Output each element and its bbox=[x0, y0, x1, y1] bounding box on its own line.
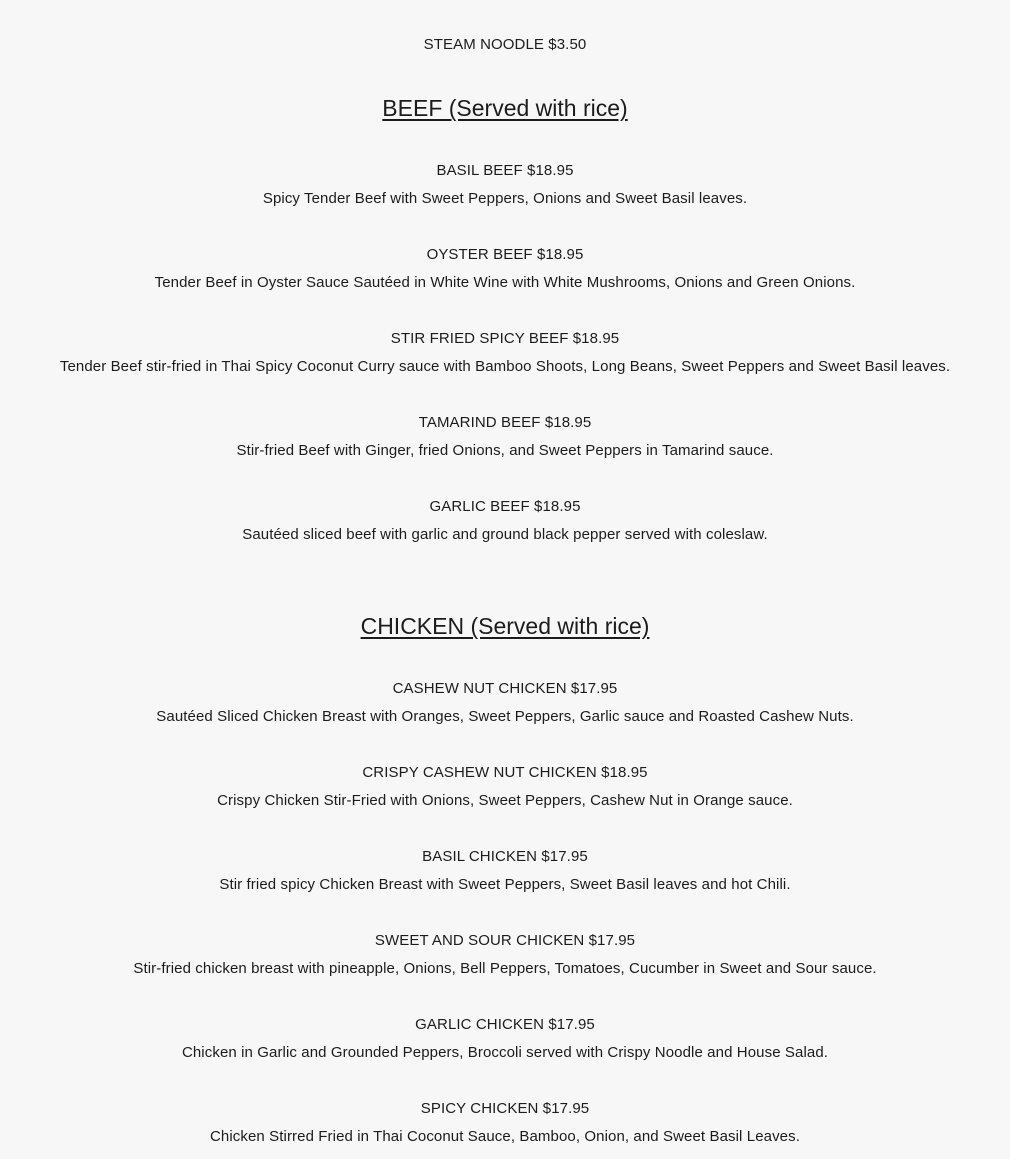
menu-item-description: Sautéed Sliced Chicken Breast with Oranges, Sweet Peppers, Garlic sauce and Roasted Cashew Nuts. bbox=[156, 708, 854, 725]
menu-item-name: GARLIC BEEF $18.95 bbox=[429, 498, 581, 515]
menu-item-name: TAMARIND BEEF $18.95 bbox=[418, 414, 592, 431]
section-heading-chicken bbox=[0, 611, 1010, 641]
menu-item-description: Spicy Tender Beef with Sweet Peppers, Onions and Sweet Basil leaves. bbox=[262, 190, 748, 207]
menu-item-name: BASIL BEEF $18.95 bbox=[436, 162, 574, 179]
menu-item-description: Stir fried spicy Chicken Breast with Sweet Peppers, Sweet Basil leaves and hot Chili. bbox=[219, 876, 791, 893]
menu-item-name: STEAM NOODLE $3.50 bbox=[423, 36, 587, 53]
menu-item-description: Sautéed sliced beef with garlic and ground black pepper served with coleslaw. bbox=[242, 526, 768, 543]
menu-item-name: GARLIC CHICKEN $17.95 bbox=[415, 1016, 595, 1033]
menu-item-description: Chicken in Garlic and Grounded Peppers, Broccoli served with Crispy Noodle and House Salad. bbox=[181, 1044, 829, 1061]
menu-item-name: SWEET AND SOUR CHICKEN $17.95 bbox=[374, 932, 636, 949]
menu-item-description: Stir-fried Beef with Ginger, fried Onions, and Sweet Peppers in Tamarind sauce. bbox=[236, 442, 774, 459]
menu-item-name: STIR FRIED SPICY BEEF $18.95 bbox=[390, 330, 620, 347]
menu-item-name: CASHEW NUT CHICKEN $17.95 bbox=[392, 680, 618, 697]
menu-item-name: BASIL CHICKEN $17.95 bbox=[422, 848, 588, 865]
menu-item-description: Tender Beef in Oyster Sauce Sautéed in White Wine with White Mushrooms, Onions and Green Onions. bbox=[154, 274, 856, 291]
menu-item-description: Tender Beef stir-fried in Thai Spicy Coconut Curry sauce with Bamboo Shoots, Long Beans, Sweet Peppers and Sweet Basil leaves. bbox=[59, 358, 951, 375]
menu-item-name: OYSTER BEEF $18.95 bbox=[426, 246, 584, 263]
menu-item-name: CRISPY CASHEW NUT CHICKEN $18.95 bbox=[362, 764, 648, 781]
section-heading-label: CHICKEN (Served with rice) bbox=[360, 613, 650, 639]
section-heading-label: BEEF (Served with rice) bbox=[382, 95, 628, 121]
menu-item-description: Crispy Chicken Stir-Fried with Onions, Sweet Peppers, Cashew Nut in Orange sauce. bbox=[217, 792, 793, 809]
menu-item-description: Stir-fried chicken breast with pineapple, Onions, Bell Peppers, Tomatoes, Cucumber in Sweet and Sour sauce. bbox=[133, 960, 877, 977]
menu-item-description: Chicken Stirred Fried in Thai Coconut Sauce, Bamboo, Onion, and Sweet Basil Leaves. bbox=[209, 1128, 800, 1145]
menu-item-name: SPICY CHICKEN $17.95 bbox=[420, 1100, 590, 1117]
section-heading-beef bbox=[0, 93, 1010, 123]
